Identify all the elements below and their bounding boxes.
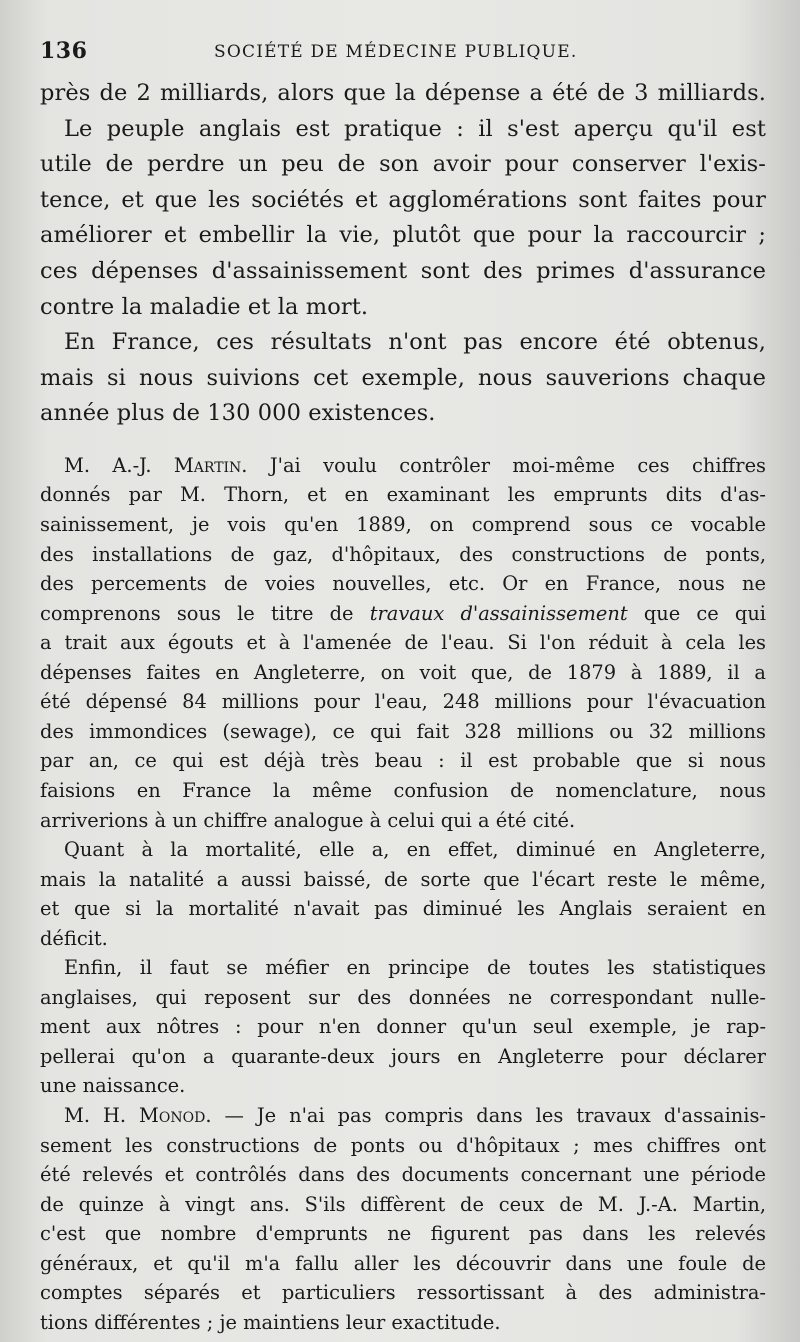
paragraph-monod-reply (40, 1101, 766, 1337)
text-line: donnés par M. Thorn, et en examinant les emprunts dits d'as- (40, 483, 766, 507)
text-line: ment aux nôtres : pour n'en donner qu'un seul exemple, je rap- (40, 1015, 766, 1039)
text-line: et que si la mortalité n'avait pas diminué les Anglais seraient en (40, 897, 766, 921)
text-line: des installations de gaz, d'hôpitaux, des constructions de ponts, (40, 542, 766, 566)
text-line: de quinze à vingt ans. S'ils diffèrent de ceux de M. J.-A. Martin, (40, 1192, 766, 1216)
text-line: faisions en France la même confusion de nomenclature, nous (40, 778, 766, 802)
text-line: a trait aux égouts et à l'amenée de l'eau. Si l'on réduit à cela les (40, 631, 766, 655)
text-fragment: que ce qui (643, 601, 766, 625)
text-line: tions différentes ; je maintiens leur exactitude. (40, 1310, 501, 1334)
text-line: Enfin, il faut se méfier en principe de toutes les statistiques (64, 956, 766, 980)
speaker-name: M. H. Monod. (64, 1103, 212, 1127)
text-line: Le peuple anglais est pratique : il s'est aperçu qu'il est (64, 115, 766, 142)
text-line: anglaises, qui reposent sur des données ne correspondant nulle- (40, 985, 766, 1009)
text-line: près de 2 milliards, alors que la dépense a été de 3 milliards. (40, 80, 766, 106)
text-line: ces dépenses d'assainissement sont des primes d'assurance (40, 257, 766, 284)
text-line: déficit. (40, 926, 108, 950)
text-line: contre la maladie et la mort. (40, 293, 369, 320)
text-line: c'est que nombre d'emprunts ne figurent pas dans les relevés (40, 1222, 766, 1246)
italic-term: travaux d'assainissement (369, 601, 628, 625)
text-line (40, 1101, 766, 1131)
text-fragment: — Je n'ai pas compris dans les travaux d'assainis- (224, 1103, 766, 1127)
text-line: utile de perdre un peu de son avoir pour conserver l'exis- (40, 151, 766, 178)
text-line: des percements de voies nouvelles, etc. Or en France, nous ne (40, 572, 766, 596)
text-line (40, 451, 766, 481)
text-line: tence, et que les sociétés et agglomérations sont faites pour (40, 186, 766, 213)
text-fragment: comprenons sous le titre de (40, 601, 354, 625)
text-line: comptes séparés et particuliers ressortissant à des administra- (40, 1281, 766, 1305)
speaker-name: M. A.-J. Martin. (64, 453, 248, 477)
text-fragment: J'ai voulu contrôler moi-même ces chiffres (269, 453, 766, 477)
running-head (40, 36, 766, 70)
text-line: des immondices (sewage), ce qui fait 328 millions ou 32 millions (40, 719, 766, 743)
text-line: année plus de 130 000 existences. (40, 400, 436, 427)
text-line: sement les constructions de ponts ou d'hôpitaux ; mes chiffres ont (40, 1133, 766, 1157)
text-line (40, 599, 766, 629)
page-number: 136 (40, 38, 88, 64)
text-line: pellerai qu'on a quarante-deux jours en Angleterre pour déclarer (40, 1044, 766, 1068)
text-line: été relevés et contrôlés dans des documents concernant une période (40, 1163, 766, 1187)
running-title: SOCIÉTÉ DE MÉDECINE PUBLIQUE. (214, 42, 578, 62)
paragraph-thorn-conclusion (40, 76, 766, 432)
text-line: sainissement, je vois qu'en 1889, on comprend sous ce vocable (40, 513, 766, 537)
text-line: par an, ce qui est déjà très beau : il est probable que si nous (40, 749, 766, 773)
paragraph-martin-reply (40, 451, 766, 1101)
text-line: En France, ces résultats n'ont pas encore été obtenus, (64, 329, 766, 356)
text-line: Quant à la mortalité, elle a, en effet, diminué en Angleterre, (64, 838, 766, 862)
text-line: une naissance. (40, 1074, 186, 1098)
text-line: généraux, et qu'il m'a fallu aller les découvrir dans une foule de (40, 1251, 766, 1275)
text-line: dépenses faites en Angleterre, on voit que, de 1879 à 1889, il a (40, 660, 766, 684)
text-line: été dépensé 84 millions pour l'eau, 248 millions pour l'évacuation (40, 690, 766, 714)
text-line: améliorer et embellir la vie, plutôt que pour la raccourcir ; (40, 222, 766, 249)
text-line: mais la natalité a aussi baissé, de sorte que l'écart reste le même, (40, 867, 766, 891)
text-line: mais si nous suivions cet exemple, nous sauverions chaque (40, 364, 766, 391)
text-line: arriverions à un chiffre analogue à celui qui a été cité. (40, 808, 576, 832)
